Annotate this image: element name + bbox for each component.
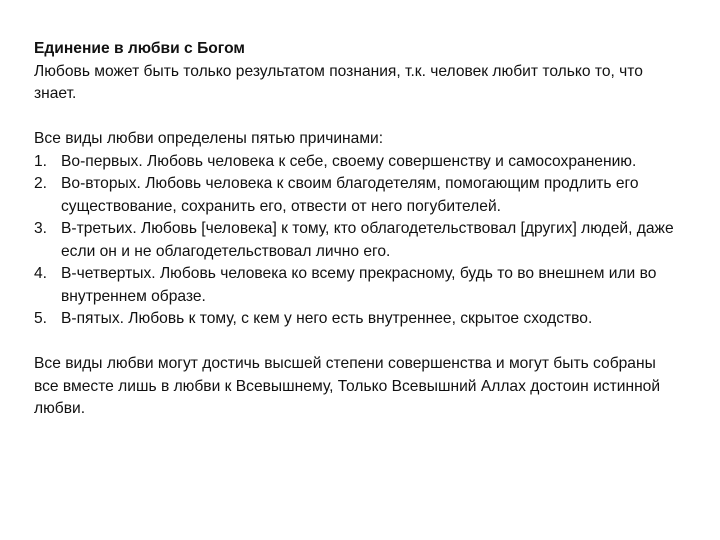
slide-content [34,38,684,421]
spacer [34,331,684,354]
list-item-text: В-пятых. Любовь к тому, с кем у него есть внутреннее, скрытое сходство. [61,310,593,327]
list-item-number: 3. [34,220,48,237]
list-item [34,218,684,263]
list-item-text: Во-вторых. Любовь человека к своим благодетелям, помогающим продлить его существование, сохранить его, отвести от него погубителей. [61,175,639,215]
list-item-text: В-третьих. Любовь [человека] к тому, кто облагодетельствовал [других] людей, даже если он и не облагодетельствовал лично его. [61,220,674,260]
list-item [34,151,684,174]
list-item-number: 4. [34,265,48,282]
list-item-number: 5. [34,310,48,327]
list-item-text: В-четвертых. Любовь человека ко всему прекрасному, будь то во внешнем или во внутреннем образе. [61,265,657,305]
spacer [34,106,684,129]
list-item-text: Во-первых. Любовь человека к себе, своему совершенству и самосохранению. [61,152,637,170]
list-item-number: 2. [34,175,48,192]
list-item-number: 1. [34,152,48,170]
causes-list [34,151,684,331]
conclusion-paragraph: Все виды любви могут достичь высшей степени совершенства и могут быть собраны все вместе лишь в любви к Всевышнему, Только Всевышний Аллах достоин истинной любви. [34,355,661,417]
intro-paragraph: Любовь может быть только результатом познания, т.к. человек любит только то, что знает. [34,62,643,102]
slide-title: Единение в любви с Богом [34,40,245,57]
list-heading: Все виды любви определены пятью причинами: [34,130,384,147]
list-item [34,308,684,331]
list-item [34,173,684,218]
list-item [34,263,684,308]
